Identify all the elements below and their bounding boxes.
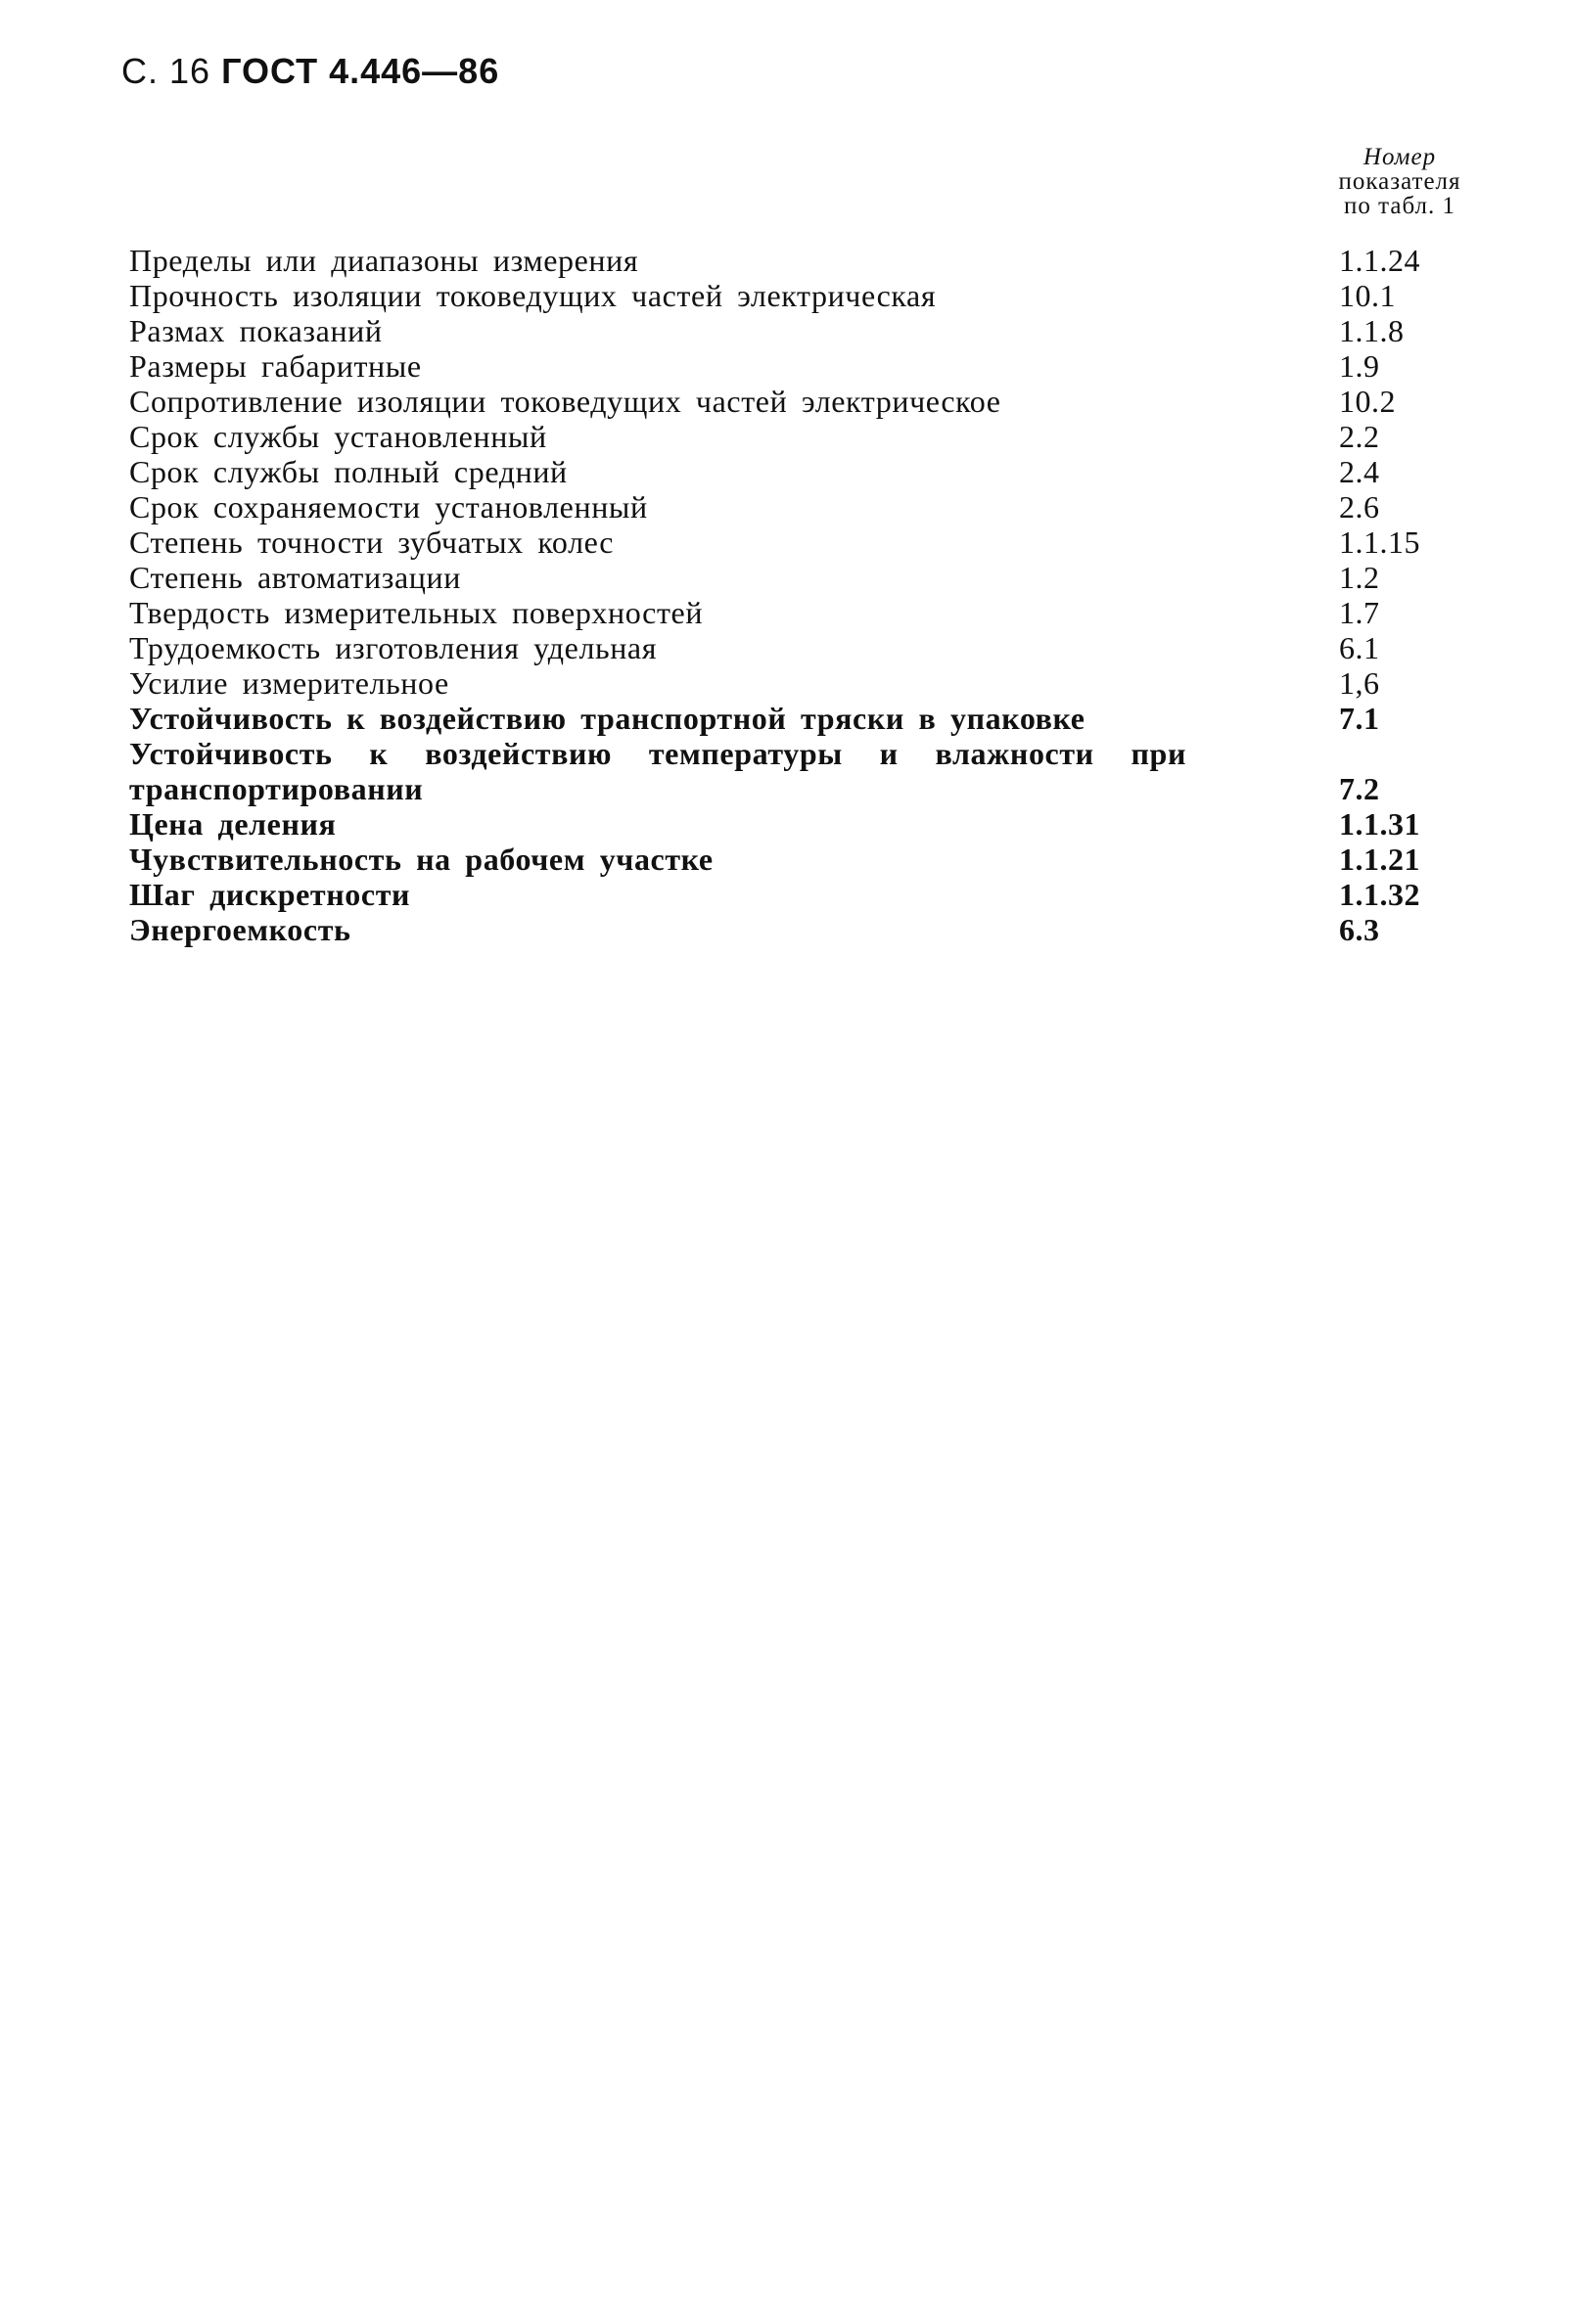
index-row: [129, 560, 1500, 595]
index-row: [129, 806, 1500, 842]
index-row: [129, 912, 1500, 947]
index-term: Твердость измерительных поверхностей: [129, 595, 704, 630]
index-term: Устойчивость к воздействию транспортной тряски в упаковке: [129, 701, 1085, 736]
index-row: [129, 842, 1500, 877]
index-row: [129, 877, 1500, 912]
index-number: 1.1.32: [1339, 877, 1420, 912]
index-number: 1.7: [1339, 595, 1380, 630]
index-term: Степень автоматизации: [129, 560, 461, 595]
index-number: 10.1: [1339, 278, 1396, 313]
column-header-line: показателя: [1338, 168, 1461, 195]
index-row: [129, 243, 1500, 278]
index-number: 7.1: [1339, 701, 1380, 736]
index-term: Чувствительность на рабочем участке: [129, 842, 714, 877]
index-row: [129, 524, 1500, 560]
index-row: [129, 454, 1500, 489]
index-row: [129, 489, 1500, 524]
index-number: 2.6: [1339, 489, 1380, 524]
index-row: [129, 701, 1500, 736]
index-row: [129, 665, 1500, 701]
index-term: Энергоемкость: [129, 912, 351, 947]
index-number: 6.3: [1339, 912, 1380, 947]
index-number: 1.1.8: [1339, 313, 1405, 348]
index-row: [129, 278, 1500, 313]
index-term: Шаг дискретности: [129, 877, 411, 912]
index-row: [129, 419, 1500, 454]
index-number: 1.9: [1339, 348, 1380, 384]
index-row: [129, 595, 1500, 630]
index-number: 2.2: [1339, 419, 1380, 454]
index-row: [129, 348, 1500, 384]
index-number: 1.2: [1339, 560, 1380, 595]
index-term: Размеры габаритные: [129, 348, 422, 384]
index-term: Устойчивость к воздействию температуры и влажности при транспортировании: [129, 736, 1186, 806]
index-term: Размах показаний: [129, 313, 383, 348]
index-term: Срок службы полный средний: [129, 454, 568, 489]
column-header-line: по табл. 1: [1343, 193, 1456, 219]
index-term: Пределы или диапазоны измерения: [129, 243, 639, 278]
index-term: Степень точности зубчатых колес: [129, 524, 615, 560]
index-list: [129, 243, 1500, 947]
index-row: [129, 736, 1500, 806]
index-term: Цена деления: [129, 806, 337, 842]
standard-designation: ГОСТ 4.446—86: [221, 51, 500, 91]
index-number: 7.2: [1339, 771, 1380, 806]
index-term: Прочность изоляции токоведущих частей электрическая: [129, 278, 937, 313]
index-number: 1.1.21: [1339, 842, 1420, 877]
index-term: Усилие измерительное: [129, 665, 449, 701]
column-header: [1312, 145, 1488, 218]
index-row: [129, 630, 1500, 665]
index-number: 1.1.24: [1339, 243, 1420, 278]
index-number: 10.2: [1339, 384, 1396, 419]
index-term: Срок сохраняемости установленный: [129, 489, 648, 524]
index-row: [129, 384, 1500, 419]
index-number: 1.1.15: [1339, 524, 1420, 560]
column-header-line: Номер: [1362, 144, 1437, 170]
index-number: 2.4: [1339, 454, 1380, 489]
page-header: [121, 51, 499, 92]
index-number: 6.1: [1339, 630, 1380, 665]
index-term: Трудоемкость изготовления удельная: [129, 630, 658, 665]
index-row: [129, 313, 1500, 348]
index-term: Срок службы установленный: [129, 419, 547, 454]
index-number: 1.1.31: [1339, 806, 1420, 842]
page-number: С. 16: [121, 51, 211, 91]
index-term: Сопротивление изоляции токоведущих частей электрическое: [129, 384, 1001, 419]
index-number: 1,6: [1339, 665, 1380, 701]
